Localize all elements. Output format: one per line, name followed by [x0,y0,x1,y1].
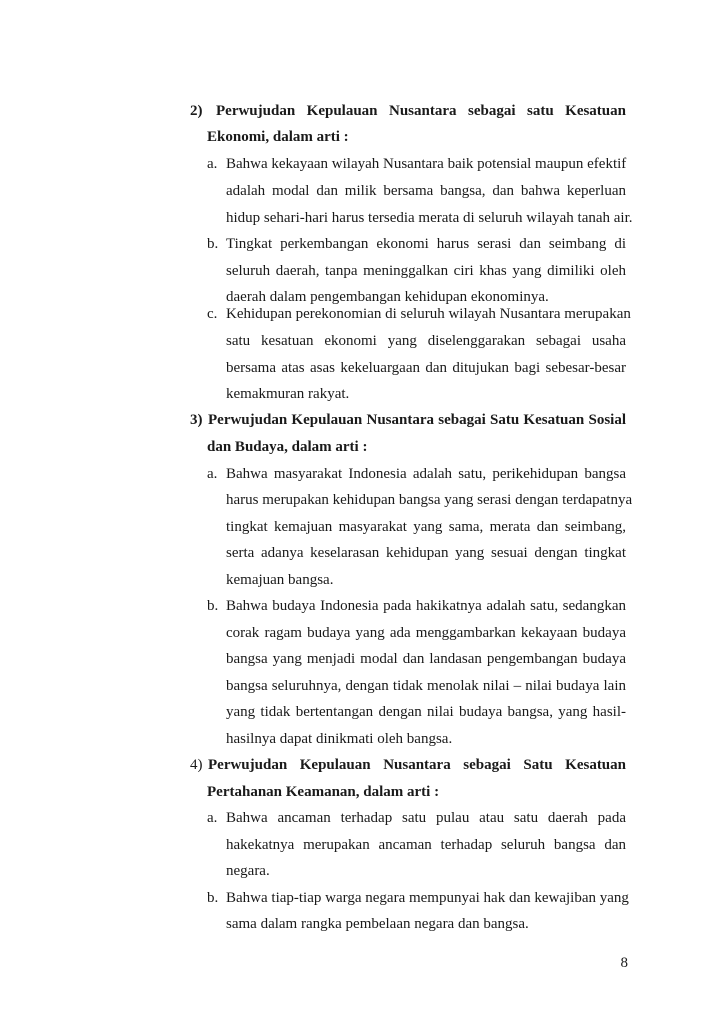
item-text-line: kemajuan bangsa. [226,572,334,588]
item-text-line: Bahwa ancaman terhadap satu pulau atau satu daerah pada [226,810,626,826]
item-text-line: tingkat kemajuan masyarakat yang sama, merata dan seimbang, [226,519,626,535]
section-heading-line: Perwujudan Kepulauan Nusantara sebagai satu Kesatuan [216,103,626,119]
section-heading-line: Perwujudan Kepulauan Nusantara sebagai Satu Kesatuan [208,757,626,773]
item-text-line: Bahwa kekayaan wilayah Nusantara baik potensial maupun efektif [226,156,627,172]
item-text-line: seluruh daerah, tanpa meninggalkan ciri khas yang dimiliki oleh [226,263,626,279]
item-label: c. [207,306,218,322]
item-text-line: Bahwa masyarakat Indonesia adalah satu, perikehidupan bangsa [226,466,626,482]
item-text-line: Bahwa tiap-tiap warga negara mempunyai hak dan kewajiban yang [226,890,629,906]
item-text-line: hasilnya dapat dinikmati oleh bangsa. [226,731,453,747]
item-text-line: Tingkat perkembangan ekonomi harus serasi dan seimbang di [226,236,626,252]
item-text-line: corak ragam budaya yang ada menggambarkan kekayaan budaya [226,625,626,641]
section-heading-line: Ekonomi, dalam arti : [207,129,349,145]
item-text-line: adalah modal dan milik bersama bangsa, dan bahwa keperluan [226,183,626,199]
item-label: b. [207,598,219,614]
item-text-line: Bahwa budaya Indonesia pada hakikatnya adalah satu, sedangkan [226,598,626,614]
section-number: 3) [190,412,203,428]
item-label: a. [207,156,218,172]
item-text-line: satu kesatuan ekonomi yang diselenggarakan sebagai usaha [226,333,626,349]
item-text-line: Kehidupan perekonomian di seluruh wilayah Nusantara merupakan [226,306,631,322]
item-text-line: bangsa yang menjadi modal dan landasan pengembangan budaya [226,651,626,667]
item-text-line: serta adanya keselarasan kehidupan yang sesuai dengan tingkat [226,545,626,561]
item-label: b. [207,236,219,252]
item-text-line: kemakmuran rakyat. [226,386,350,402]
item-text-line: bangsa seluruhnya, dengan tidak menolak nilai – nilai budaya lain [226,678,626,694]
item-text-line: daerah dalam pengembangan kehidupan ekonominya. [226,289,549,305]
section-number: 4) [190,757,203,773]
item-label: a. [207,810,218,826]
item-label: b. [207,890,219,906]
item-text-line: bersama atas asas kekeluargaan dan ditujukan bagi sebesar-besar [226,360,626,376]
section-heading-line: Perwujudan Kepulauan Nusantara sebagai Satu Kesatuan Sosial [208,412,626,428]
item-text-line: hakekatnya merupakan ancaman terhadap seluruh bangsa dan [226,837,626,853]
section-heading-line: dan Budaya, dalam arti : [207,439,368,455]
section-number: 2) [190,103,203,119]
item-text-line: hidup sehari-hari harus tersedia merata di seluruh wilayah tanah air. [226,210,633,226]
item-text-line: sama dalam rangka pembelaan negara dan bangsa. [226,916,529,932]
section-heading-line: Pertahanan Keamanan, dalam arti : [207,784,440,800]
item-text-line: yang tidak bertentangan dengan nilai budaya bangsa, yang hasil- [226,704,626,720]
page-number: 8 [620,955,628,971]
item-text-line: harus merupakan kehidupan bangsa yang serasi dengan terdapatnya [226,492,633,508]
item-text-line: negara. [226,863,270,879]
item-label: a. [207,466,218,482]
